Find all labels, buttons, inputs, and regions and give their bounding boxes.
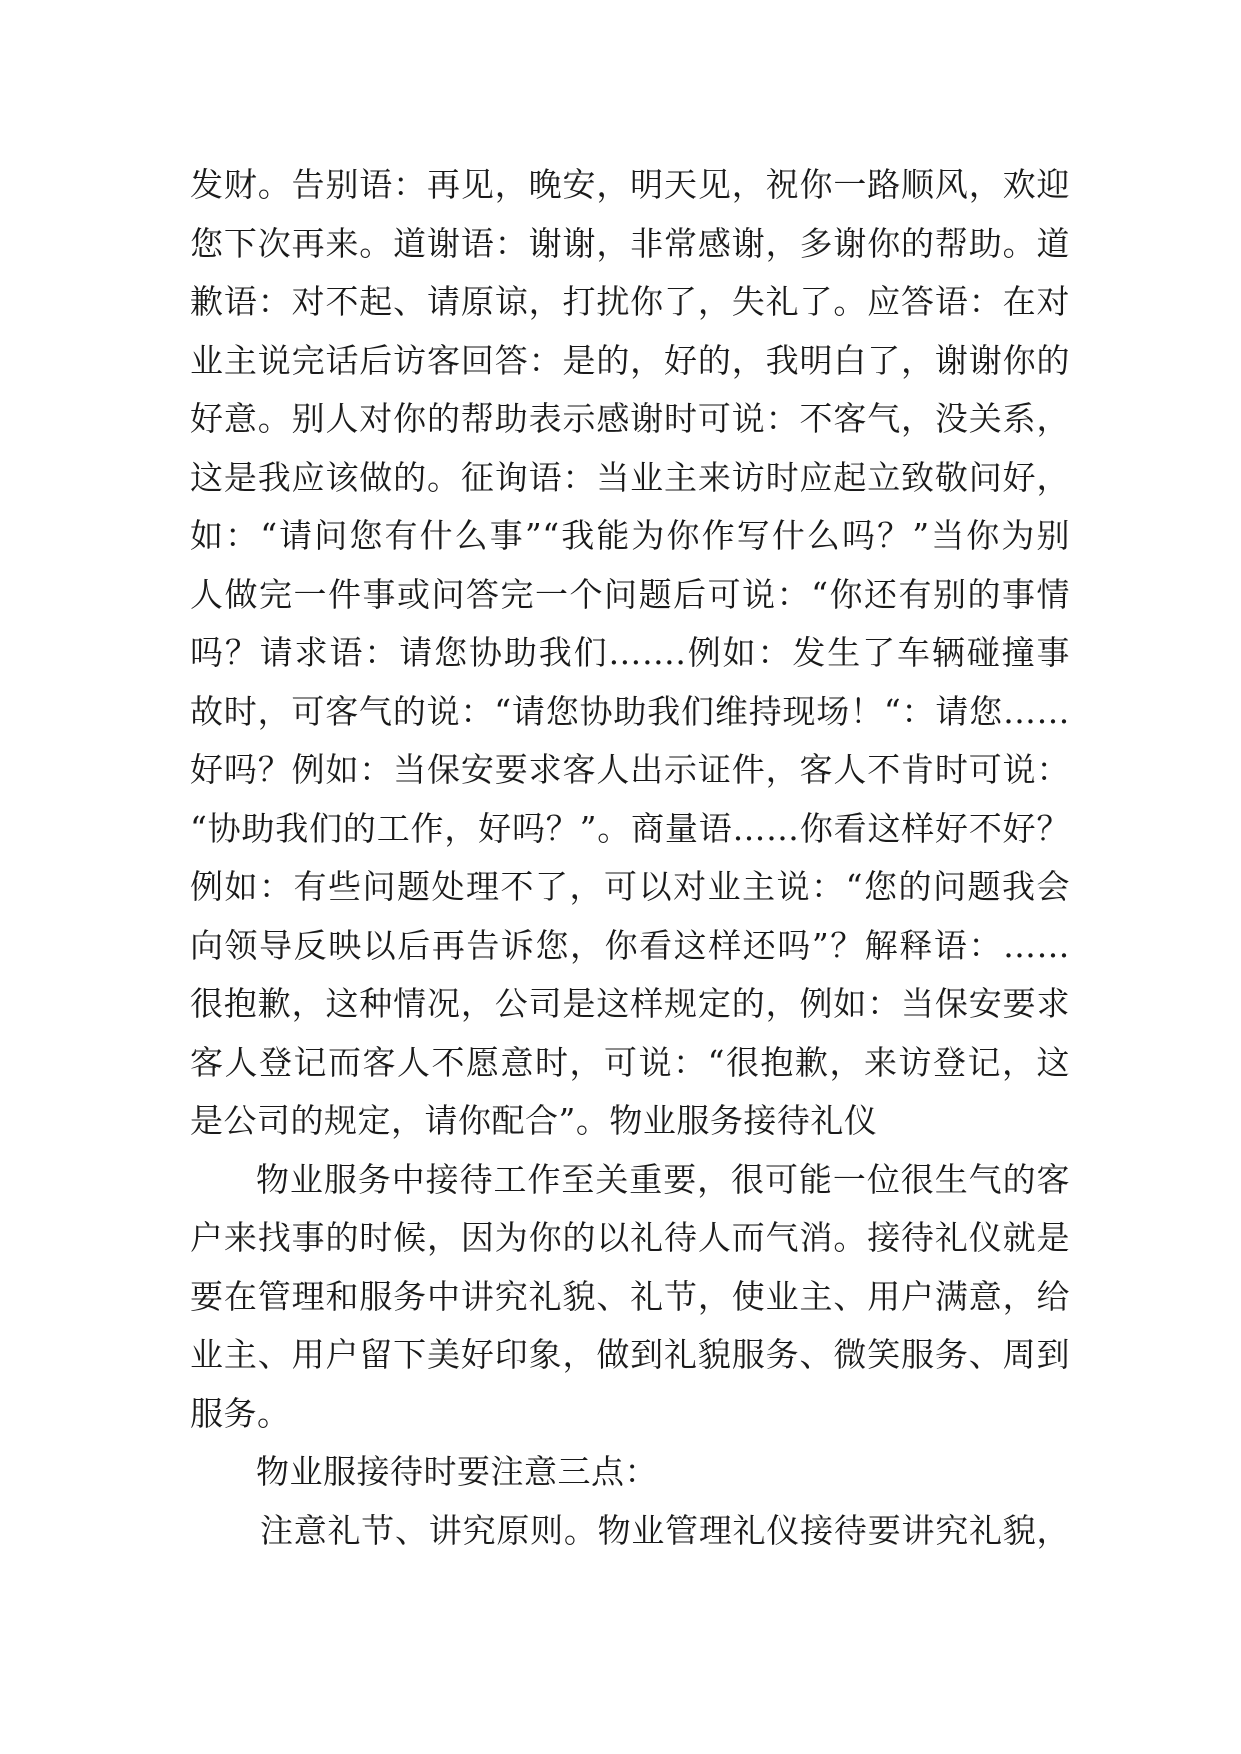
- text-line: 如：“请问您有什么事”“我能为你作写什么吗？”当你为别: [190, 516, 1070, 555]
- text-line: 业主说完话后访客回答：是的，好的，我明白了，谢谢你的: [190, 340, 1070, 380]
- paragraph-first-line: 注意礼节、讲究原则。物业管理礼仪接待要讲究礼貌，: [260, 1510, 1070, 1550]
- paragraph-first-line: 物业服接待时要注意三点：: [256, 1452, 658, 1491]
- text-line: 好吗？例如：当保安要求客人出示证件，客人不肯时可说：: [190, 750, 1070, 789]
- text-line: 好意。别人对你的帮助表示感谢时可说：不客气，没关系，: [190, 399, 1070, 438]
- text-line: 服务。: [190, 1393, 291, 1433]
- text-line: 您下次再来。道谢语：谢谢，非常感谢，多谢你的帮助。道: [190, 223, 1070, 263]
- text-line: 发财。告别语：再见，晚安，明天见，祝你一路顺风，欢迎: [190, 165, 1070, 204]
- text-line: 客人登记而客人不愿意时，可说：“很抱歉，来访登记，这: [190, 1042, 1070, 1082]
- text-line: 故时，可客气的说：“请您协助我们维持现场！“：请您……: [190, 691, 1070, 731]
- body-text: [190, 156, 1070, 1560]
- text-line: 这是我应该做的。征询语：当业主来访时应起立致敬问好，: [190, 457, 1070, 497]
- text-line: 吗？请求语：请您协助我们…….例如：发生了车辆碰撞事: [190, 633, 1070, 672]
- text-line: 户来找事的时候，因为你的以礼待人而气消。接待礼仪就是: [190, 1218, 1070, 1257]
- text-line: 向领导反映以后再告诉您，你看这样还吗”？解释语：……: [190, 925, 1070, 965]
- paragraph-first-line: 物业服务中接待工作至关重要，很可能一位很生气的客: [256, 1159, 1070, 1199]
- text-line: 人做完一件事或问答完一个问题后可说：“你还有别的事情: [190, 574, 1070, 614]
- text-line: 例如：有些问题处理不了，可以对业主说：“您的问题我会: [190, 867, 1070, 906]
- text-line: 很抱歉，这种情况，公司是这样规定的，例如：当保安要求: [190, 984, 1070, 1023]
- text-line: 歉语：对不起、请原谅，打扰你了，失礼了。应答语：在对: [190, 282, 1070, 321]
- text-line: “协助我们的工作，好吗？”。商量语……你看这样好不好？: [190, 808, 1070, 848]
- text-line: 要在管理和服务中讲究礼貌、礼节，使业主、用户满意，给: [190, 1276, 1070, 1316]
- text-line: 是公司的规定，请你配合”。物业服务接待礼仪: [190, 1101, 878, 1140]
- text-line: 业主、用户留下美好印象，做到礼貌服务、微笑服务、周到: [190, 1335, 1070, 1374]
